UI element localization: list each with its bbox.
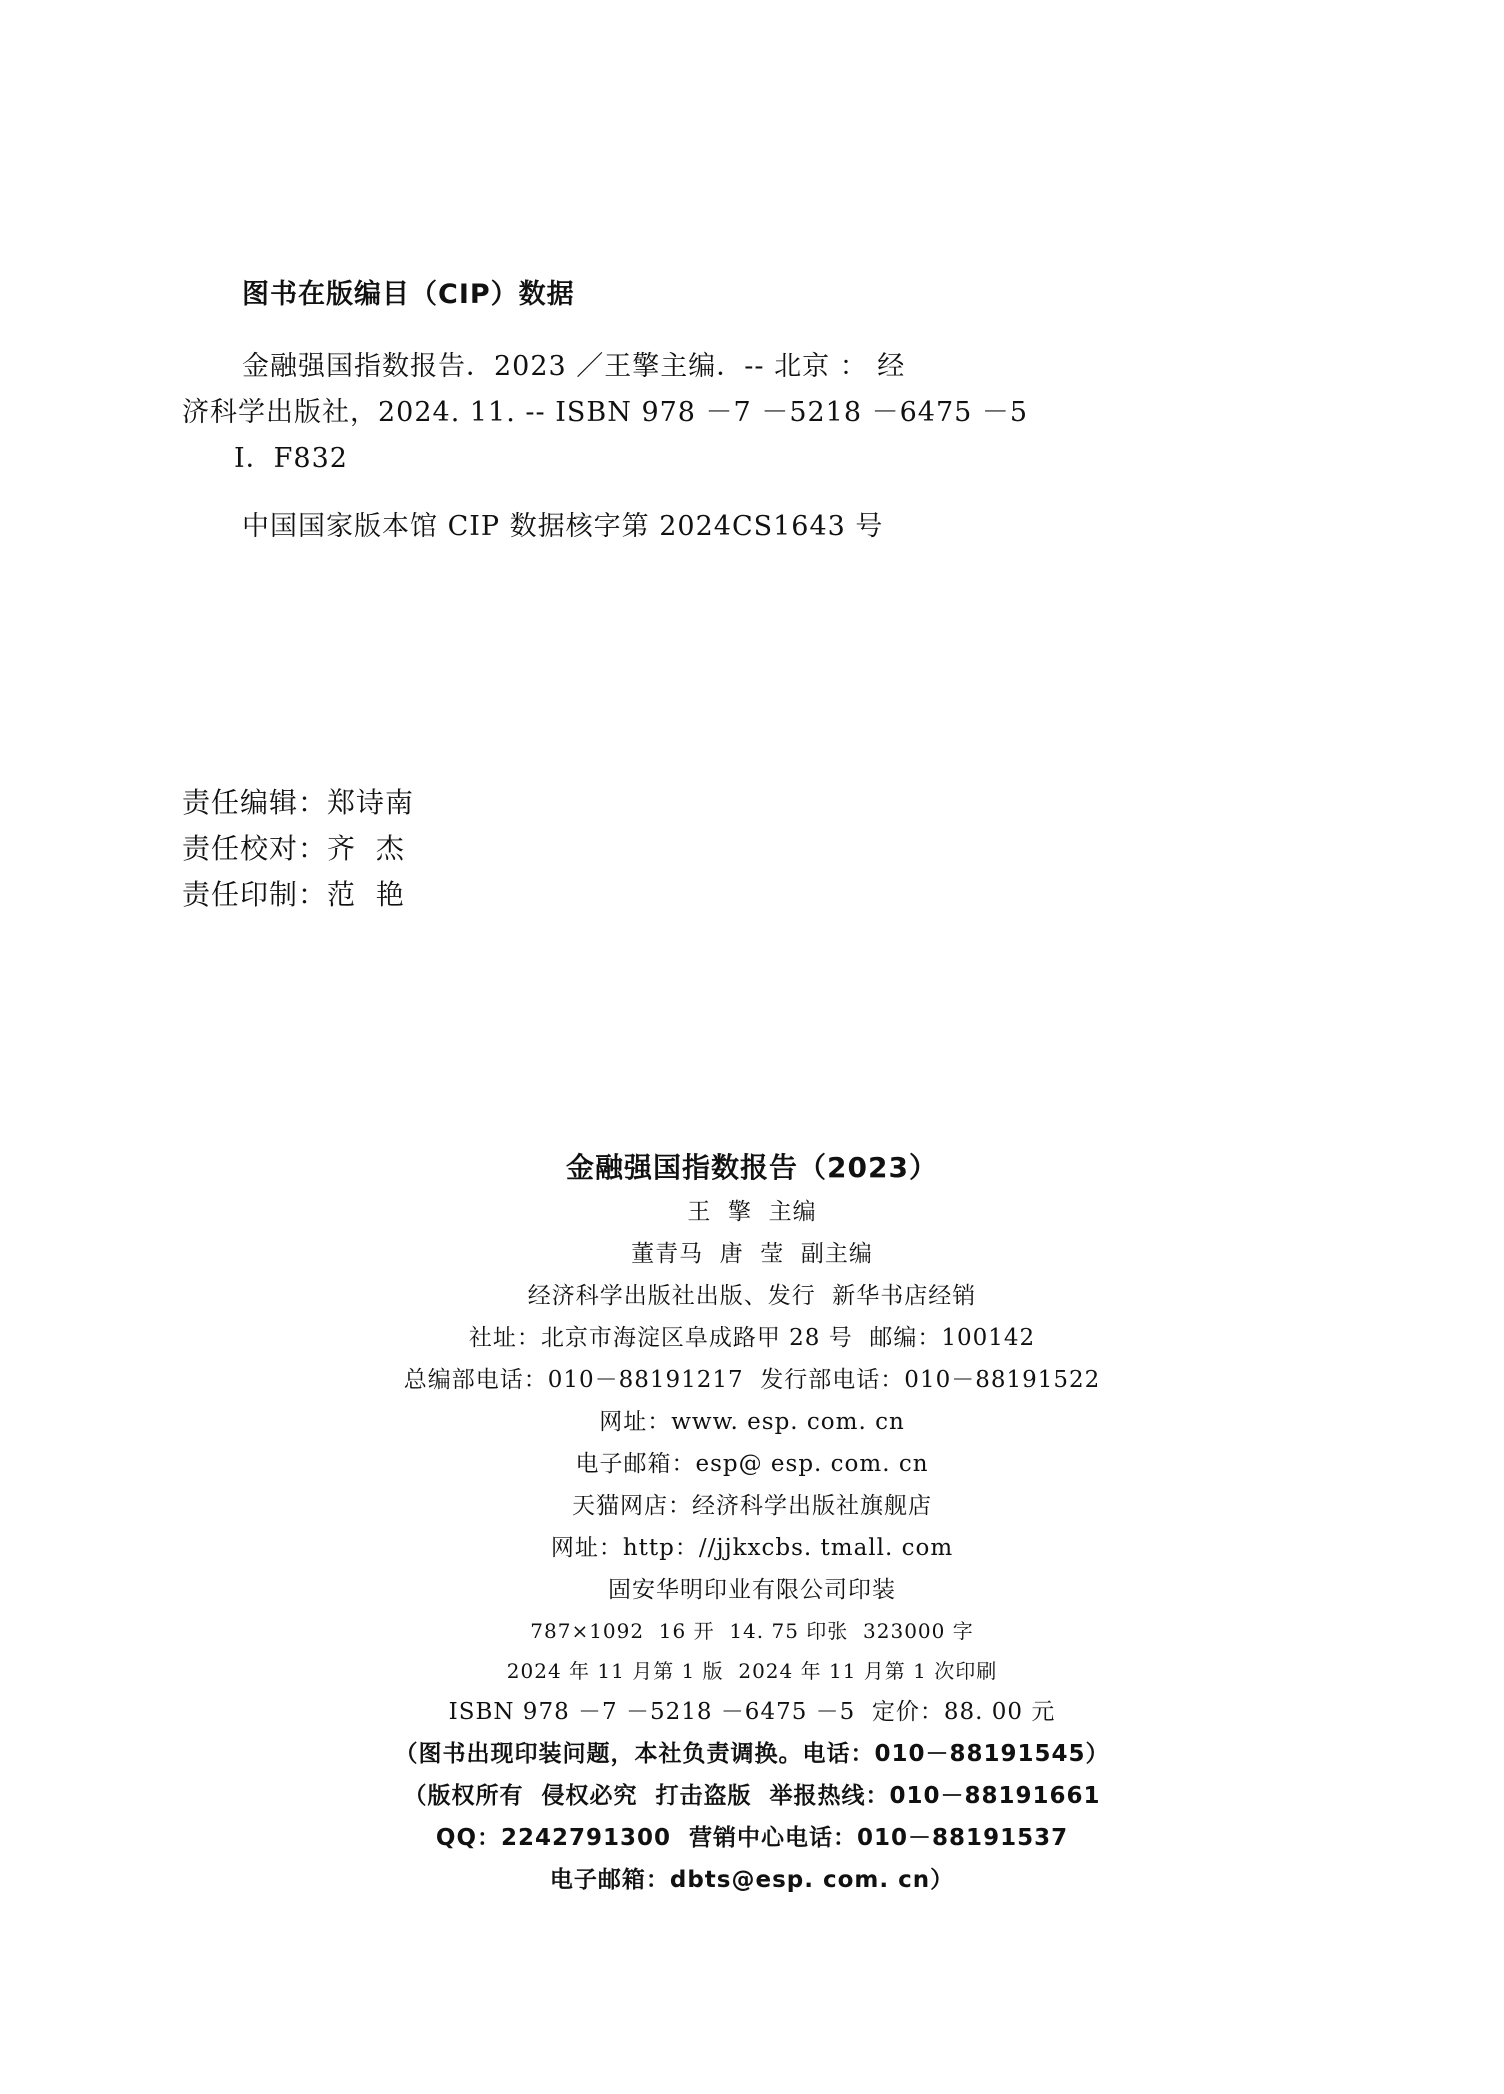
chief-editor-line: 王 擎 主编 xyxy=(687,1199,817,1225)
editor-name: 郑诗南 xyxy=(327,786,415,819)
publisher-line: 经济科学出版社出版、发行 新华书店经销 xyxy=(527,1283,977,1309)
printer-line: 固安华明印业有限公司印装 xyxy=(608,1577,896,1603)
proofreader-name: 齐 杰 xyxy=(327,832,405,865)
qq-marketing-line: QQ：2242791300 营销中心电话：010－88191537 xyxy=(435,1825,1069,1851)
format-line: 787×1092 16 开 14. 75 印张 323000 字 xyxy=(530,1619,974,1643)
printing-supervisor-row xyxy=(182,872,414,918)
editor-row xyxy=(182,780,414,826)
responsible-staff xyxy=(182,780,414,918)
cip-catalog-line-2: 济科学出版社，2024. 11. -- ISBN 978 －7 －5218 －6475 －5 xyxy=(182,397,1029,428)
address-line: 社址：北京市海淀区阜成路甲 28 号 邮编：100142 xyxy=(468,1325,1036,1351)
proofreader-role: 责任校对： xyxy=(182,832,328,865)
complaint-email-line: 电子邮箱：dbts@esp. com. cn） xyxy=(549,1867,955,1893)
copyright-notice-line: （版权所有 侵权必究 打击盗版 举报热线：010－88191661 xyxy=(403,1783,1101,1809)
print-issue-notice-line: （图书出现印装问题，本社负责调换。电话：010－88191545） xyxy=(394,1741,1110,1767)
cip-catalog-line-1: 金融强国指数报告．2023 ／王擎主编．-- 北京 ： 经 xyxy=(242,351,906,382)
tmall-store-line: 天猫网店：经济科学出版社旗舰店 xyxy=(572,1493,932,1519)
cip-heading: 图书在版编目（CIP）数据 xyxy=(242,279,575,310)
edition-line: 2024 年 11 月第 1 版 2024 年 11 月第 1 次印刷 xyxy=(506,1659,998,1683)
printing-supervisor-role: 责任印制： xyxy=(182,878,328,911)
book-title: 金融强国指数报告（2023） xyxy=(566,1151,938,1184)
proofreader-row xyxy=(182,826,414,872)
colophon xyxy=(0,1145,1504,1901)
website-line: 网址：www. esp. com. cn xyxy=(599,1409,905,1435)
cip-record-number: 中国国家版本馆 CIP 数据核字第 2024CS1643 号 xyxy=(242,511,884,542)
deputy-editors-line: 董青马 唐 莹 副主编 xyxy=(631,1241,873,1267)
phone-line: 总编部电话：010－88191217 发行部电话：010－88191522 xyxy=(403,1367,1101,1393)
tmall-url-line: 网址：http：//jjkxcbs. tmall. com xyxy=(550,1535,954,1561)
editor-role: 责任编辑： xyxy=(182,786,328,819)
colophon-lines xyxy=(0,1191,1504,1901)
email-line: 电子邮箱：esp@ esp. com. cn xyxy=(575,1451,929,1477)
printing-supervisor-name: 范 艳 xyxy=(327,878,405,911)
isbn-price-line: ISBN 978 －7 －5218 －6475 －5 定价：88. 00 元 xyxy=(448,1699,1056,1725)
cip-classification: Ⅰ．F832 xyxy=(234,443,348,474)
